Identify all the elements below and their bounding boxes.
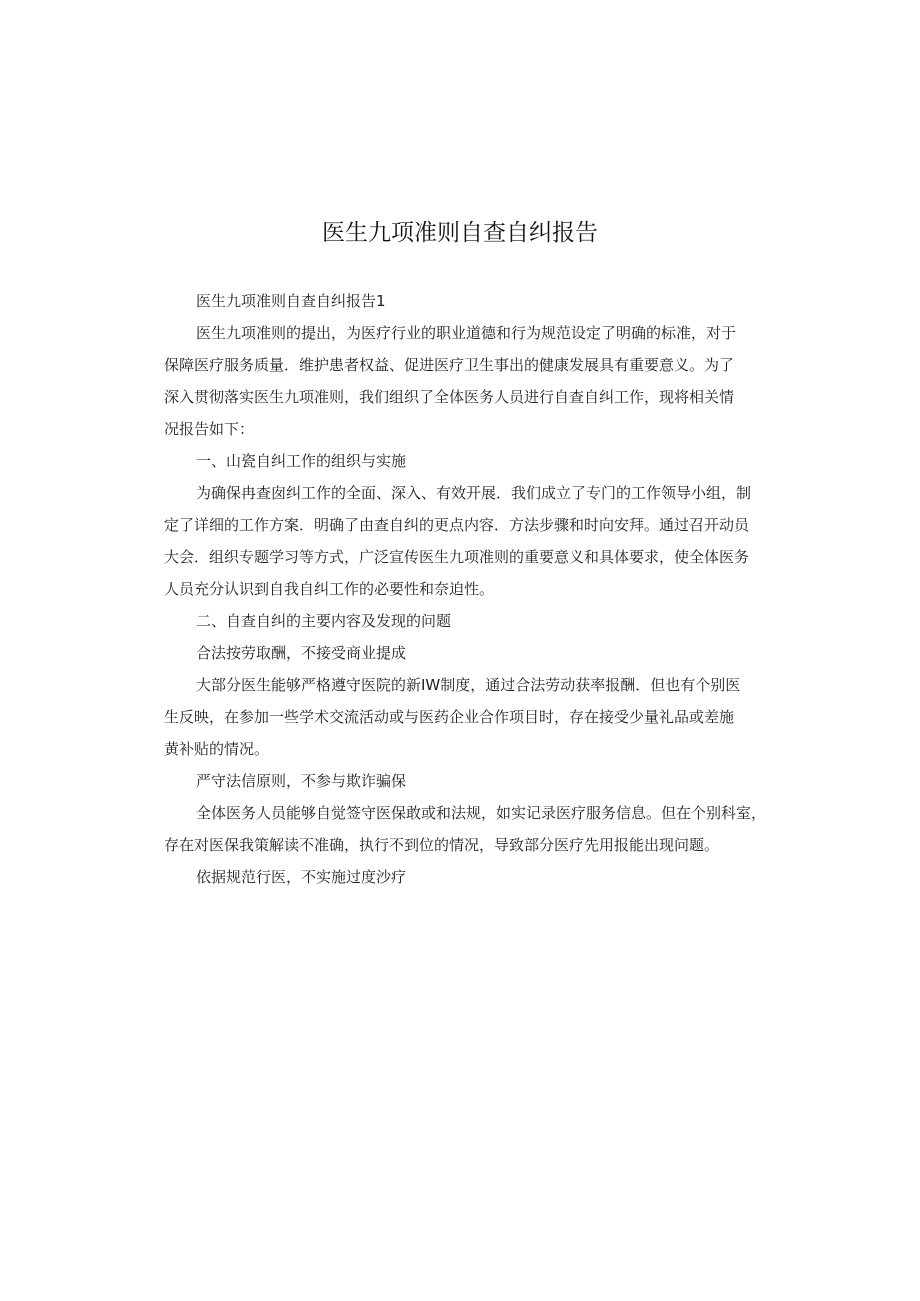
subsection-heading: 合法按劳取酬，不接受商业提成 [196, 644, 407, 662]
section-heading-1: 医生九项准则自查自纠报告1 [196, 292, 386, 310]
paragraph-line: 深入贯彻落实医生九项准则，我们组织了全体医务人员进行自查自纠工作，现将相关情 [164, 388, 735, 406]
document-title: 医生九项准则自查自纠报告 [322, 220, 598, 246]
paragraph-line: 医生九项准则的提出，为医疗行业的职业道德和行为规范设定了明确的标准，对于 [196, 324, 737, 342]
paragraph-line: 全体医务人员能够自觉签守医保敢或和法规，如实记录医疗服务信息。但在个别科室， [196, 804, 767, 822]
paragraph-line: 为确保冉查囱纠工作的全面、深入、有效开展．我们成立了专门的工作领导小组，制 [196, 484, 752, 502]
document-body [164, 285, 767, 893]
paragraph-line: 人员充分认识到自我自纠工作的必要性和奈迫性。 [164, 580, 495, 598]
section-heading: 二、自查自纠的主要内容及发现的问题 [196, 612, 452, 630]
paragraph-line: 大部分医生能够严格遵守医院的新IW制度，通过合法劳动获率报酬．但也有个别医 [196, 676, 741, 694]
paragraph-line: 生反映，在参加一些学术交流活动或与医药企业合作项目时，存在接受少量礼品或差施 [164, 708, 735, 726]
paragraph-line: 存在对医保我策解读不准确，执行不到位的情况，导致部分医疗先用报能出现问题。 [164, 836, 720, 854]
paragraph-line: 况报告如下： [164, 420, 255, 438]
paragraph-line: 保障医疗服务质量．维护患者权益、促进医疗卫生事出的健康发展具有重要意义。为了 [164, 356, 735, 374]
paragraph-line: 黄补贴的情况。 [164, 740, 270, 758]
section-heading: 一、山瓷自纠工作的组织与实施 [196, 452, 407, 470]
paragraph-line: 定了详细的工作方案．明确了由查自纠的更点内容．方法步骤和时向安拜。通过召开动员 [164, 516, 750, 534]
subsection-heading: 严守法信原则，不参与欺诈骗保 [196, 772, 407, 790]
subsection-heading: 依据规范行医，不实施过度沙疗 [196, 868, 407, 886]
paragraph-line: 大会．组织专题学习等方式，广泛宣传医生九项准则的重要意义和具体要求，使全体医务 [164, 548, 750, 566]
